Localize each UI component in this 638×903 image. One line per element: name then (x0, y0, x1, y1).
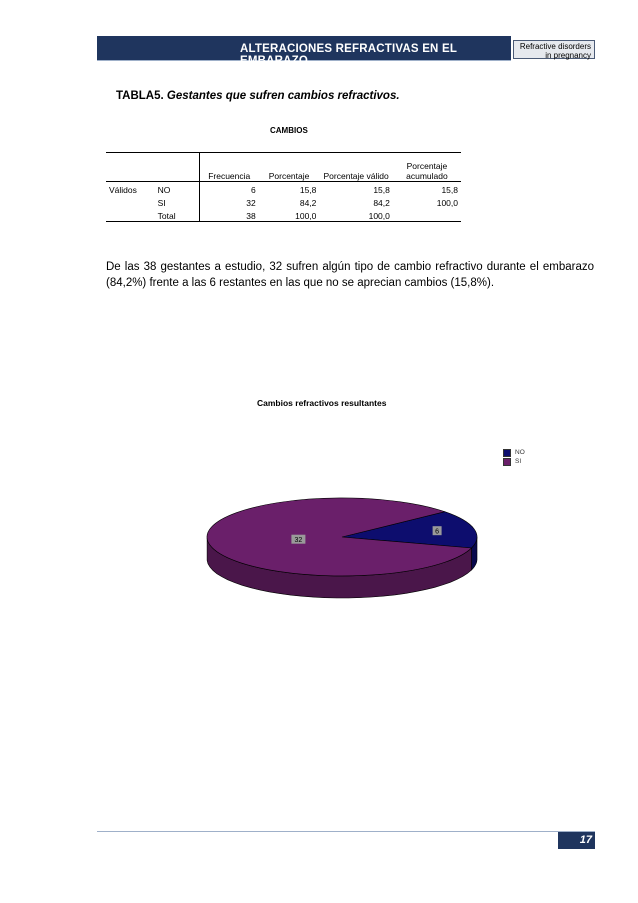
cell-frecuencia: 6 (199, 182, 258, 196)
cell-acumulado: 15,8 (441, 185, 458, 195)
header-subtitle-line1: Refractive disorders (519, 42, 591, 51)
data-label-si: 32 (294, 537, 303, 545)
data-label-no: 6 (435, 528, 440, 536)
chart-title: Cambios refractivos resultantes (257, 398, 387, 408)
table-caption: CAMBIOS (270, 126, 308, 135)
legend-item-si (503, 457, 525, 466)
row-label: Total (155, 208, 200, 222)
col-header: Porcentaje válido (319, 153, 392, 182)
row-label: SI (157, 198, 166, 208)
col-header: Porcentaje acumulado (393, 153, 461, 182)
cell-frecuencia: 32 (199, 195, 258, 208)
legend-swatch-si (503, 458, 511, 466)
row-label: NO (157, 185, 171, 195)
cell-porcentaje: 15,8 (299, 185, 317, 195)
col-header: Frecuencia (199, 153, 258, 182)
cell-frecuencia: 38 (199, 208, 258, 222)
cell-valido: 15,8 (373, 185, 390, 195)
chart-legend (503, 448, 525, 466)
header-title: ALTERACIONES REFRACTIVAS EN EL EMBARAZO (240, 43, 457, 67)
cell-valido: 100,0 (319, 208, 392, 222)
footer-line (97, 831, 595, 832)
cell-porcentaje: 84,2 (299, 198, 317, 208)
cell-acumulado: 100,0 (436, 198, 458, 208)
body-paragraph: De las 38 gestantes a estudio, 32 sufren algún tipo de cambio refractivo durante el embarazo (84,2%) frente a las 6 restantes en las que no se aprecian cambios (15,8%). (106, 261, 594, 289)
col-header: Porcentaje (259, 153, 320, 182)
legend-label-si: SI (515, 458, 522, 465)
legend-swatch-no (503, 449, 511, 457)
cell-valido: 84,2 (373, 198, 390, 208)
page-number: 17 (558, 832, 595, 849)
group-label: Válidos (109, 185, 137, 195)
table-title-text: Gestantes que sufren cambios refractivos. (166, 90, 400, 102)
table-label: TABLA5. (116, 90, 164, 102)
cell-porcentaje: 100,0 (259, 208, 320, 222)
legend-item-no (503, 448, 525, 457)
legend-label-no: NO (515, 449, 525, 456)
header-subtitle-line2: in pregnancy (545, 51, 591, 60)
